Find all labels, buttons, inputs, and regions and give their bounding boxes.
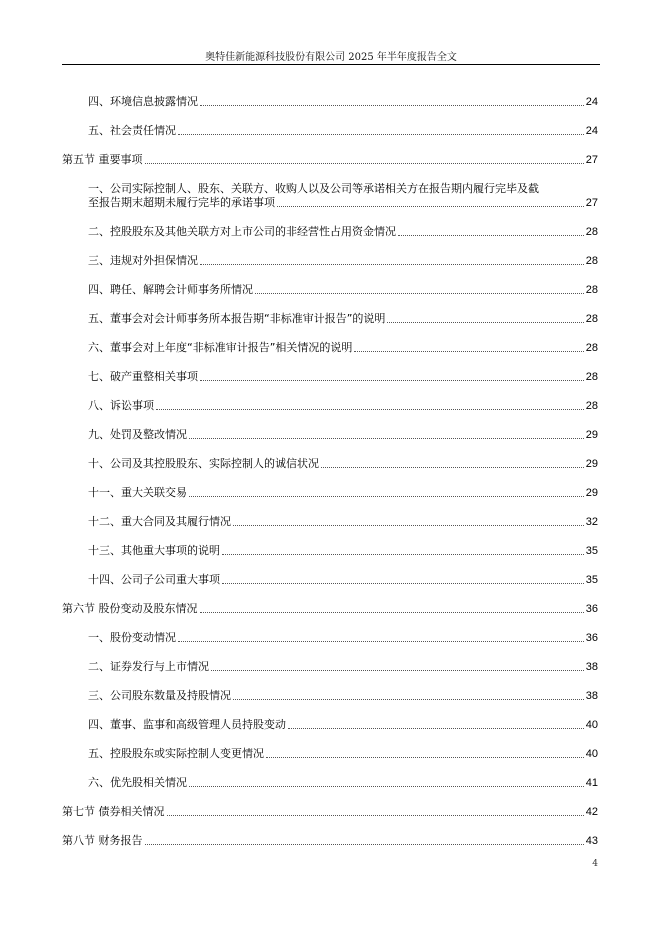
toc-leader-dots [277,206,584,207]
toc-entry-title: 五、控股股东或实际控制人变更情况 [88,747,264,760]
toc-entry-page: 28 [585,313,598,325]
toc-leader-dots [266,757,584,758]
toc-entry[interactable] [62,529,598,558]
toc-entry-title: 四、聘任、解聘会计师事务所情况 [88,283,253,296]
toc-entry[interactable] [62,109,598,138]
toc-leader-dots [189,786,584,787]
toc-leader-dots [200,380,584,381]
toc-entry-page: 28 [585,226,598,238]
toc-entry-page: 28 [585,371,598,383]
toc-entry-title: 一、股份变动情况 [88,631,176,644]
toc-entry-title: 二、证券发行与上市情况 [88,660,209,673]
toc-entry-page: 36 [585,632,598,644]
toc-entry[interactable] [62,558,598,587]
toc-entry-title-line1: 一、公司实际控制人、股东、关联方、收购人以及公司等承诺相关方在报告期内履行完毕及截 [88,182,539,195]
toc-entry[interactable] [62,210,598,239]
toc-entry-page: 28 [585,284,598,296]
toc-entry-page: 24 [585,125,598,137]
toc-entry[interactable] [62,645,598,674]
toc-entry[interactable] [62,616,598,645]
toc-entry-title: 六、董事会对上年度“非标准审计报告”相关情况的说明 [88,341,353,354]
toc-entry[interactable] [62,413,598,442]
toc-section-entry[interactable] [62,790,598,819]
toc-entry-page: 29 [585,487,598,499]
toc-entry-title: 七、破产重整相关事项 [88,370,198,383]
toc-entry-title: 十一、重大关联交易 [88,486,187,499]
toc-entry-title: 五、社会责任情况 [88,124,176,137]
toc-leader-dots [145,163,584,164]
toc-leader-dots [145,844,584,845]
toc-leader-dots [233,699,584,700]
toc-entry-page: 27 [585,197,598,209]
toc-entry[interactable] [62,442,598,471]
toc-leader-dots [354,351,583,352]
toc-leader-dots [178,134,584,135]
toc-entry[interactable] [62,326,598,355]
toc-entry-title: 四、环境信息披露情况 [88,95,198,108]
toc-entry-page: 32 [585,516,598,528]
toc-entry-title: 十、公司及其控股股东、实际控制人的诚信状况 [88,457,319,470]
toc-entry-page: 36 [585,603,598,615]
toc-entry-page: 43 [585,835,598,847]
toc-entry[interactable] [62,703,598,732]
toc-leader-dots [200,612,584,613]
toc-entry-page: 35 [585,574,598,586]
toc-entry-page: 42 [585,806,598,818]
toc-entry[interactable] [62,80,598,109]
toc-section-title: 第八节 财务报告 [62,834,143,847]
toc-section-title: 第六节 股份变动及股东情况 [62,602,198,615]
toc-entry-title: 九、处罚及整改情况 [88,428,187,441]
toc-section-title: 第五节 重要事项 [62,153,143,166]
toc-entry-title-line2: 至报告期末超期未履行完毕的承诺事项 [88,196,275,209]
toc-leader-dots [398,235,584,236]
toc-section-entry[interactable] [62,138,598,167]
toc-leader-dots [167,815,584,816]
toc-leader-dots [222,554,584,555]
toc-leader-dots [200,264,584,265]
toc-entry-title: 三、公司股东数量及持股情况 [88,689,231,702]
toc-entry[interactable] [62,471,598,500]
toc-leader-dots [222,583,584,584]
toc-section-entry[interactable] [62,587,598,616]
toc-entry-title: 十四、公司子公司重大事项 [88,573,220,586]
toc-leader-dots [189,496,584,497]
toc-leader-dots [156,409,584,410]
document-header: 奥特佳新能源科技股份有限公司 2025 年半年度报告全文 [205,52,457,63]
toc-leader-dots [200,105,584,106]
table-of-contents [62,80,598,848]
toc-entry-title: 六、优先股相关情况 [88,776,187,789]
toc-entry[interactable] [62,239,598,268]
toc-entry[interactable] [62,500,598,529]
toc-entry-page: 38 [585,661,598,673]
toc-entry[interactable] [62,732,598,761]
toc-section-title: 第七节 债券相关情况 [62,805,165,818]
page-number: 4 [592,859,598,869]
toc-entry[interactable] [62,268,598,297]
toc-entry-page: 35 [585,545,598,557]
toc-entry-page: 40 [585,748,598,760]
toc-leader-dots [387,322,583,323]
toc-entry-title: 三、违规对外担保情况 [88,254,198,267]
toc-entry-title: 八、诉讼事项 [88,399,154,412]
toc-entry[interactable] [62,355,598,384]
toc-entry-page: 38 [585,690,598,702]
toc-entry-title: 十三、其他重大事项的说明 [88,544,220,557]
toc-entry-title: 五、董事会对会计师事务所本报告期“非标准审计报告”的说明 [88,312,386,325]
toc-entry[interactable] [62,674,598,703]
toc-leader-dots [178,641,584,642]
toc-leader-dots [233,525,584,526]
toc-leader-dots [189,438,584,439]
toc-entry-page: 41 [585,777,598,789]
toc-entry[interactable] [62,761,598,790]
toc-entry[interactable] [62,297,598,326]
toc-leader-dots [255,293,584,294]
toc-entry-page: 24 [585,96,598,108]
toc-entry-page: 29 [585,458,598,470]
toc-entry-title: 十二、重大合同及其履行情况 [88,515,231,528]
toc-entry-page: 29 [585,429,598,441]
toc-section-entry[interactable] [62,819,598,848]
toc-leader-dots [321,467,584,468]
toc-entry-page: 40 [585,719,598,731]
toc-entry-title: 二、控股股东及其他关联方对上市公司的非经营性占用资金情况 [88,225,396,238]
toc-leader-dots [211,670,584,671]
toc-entry-page: 28 [585,342,598,354]
toc-entry[interactable] [62,167,598,210]
toc-entry[interactable] [62,384,598,413]
toc-leader-dots [288,728,584,729]
toc-entry-title: 四、董事、监事和高级管理人员持股变动 [88,718,286,731]
header-divider [62,64,600,65]
toc-entry-page: 28 [585,400,598,412]
toc-entry-page: 27 [585,154,598,166]
toc-entry-page: 28 [585,255,598,267]
